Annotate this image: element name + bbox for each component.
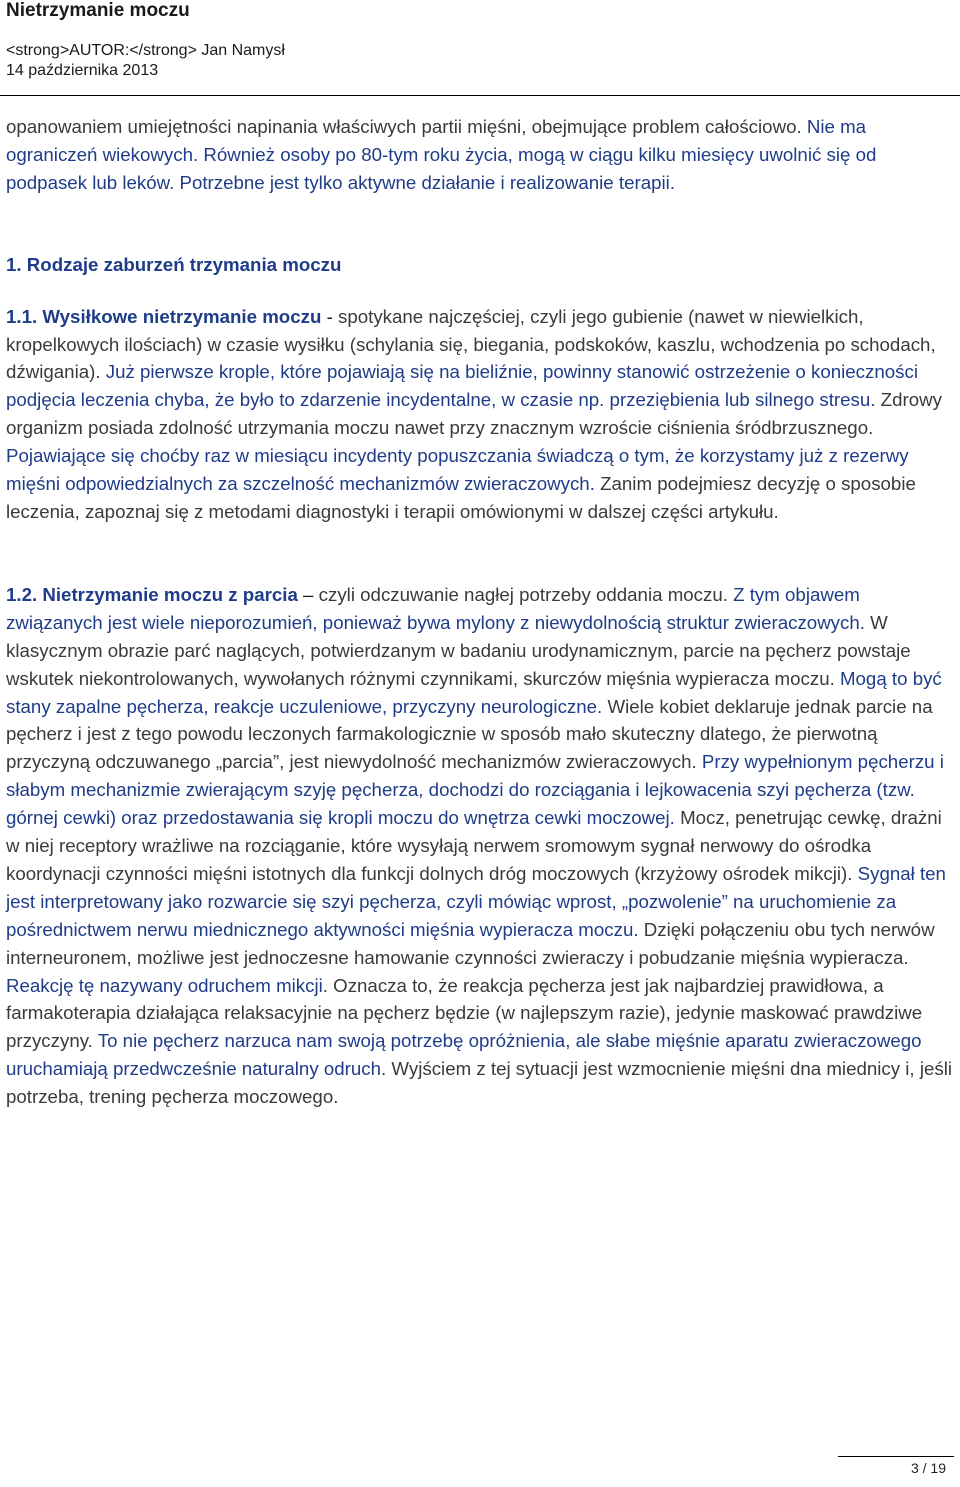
intro-text-2: Nie ma ograniczeń wiekowych. Również osoby po 80-tym roku życia, mogą w ciągu kilku miesięcy uwolnić się od podpasek lub leków. Potrzebne jest tylko aktywne działanie i realizowanie terapii. — [6, 116, 877, 193]
text: Pojawiające się choćby raz w miesiącu incydenty popuszczania świadczą o tym, że korzystamy już z rezerwy mięśni odpowiedzialnych za szczelność mechanizmów zwieraczowych. — [6, 445, 909, 495]
page-number: 3 / 19 — [910, 1460, 946, 1476]
paragraph-wysilkowe — [6, 303, 956, 526]
document-title: Nietrzymanie moczu — [6, 0, 190, 21]
text: Sygnał ten jest interpretowany jako rozwarcie się szyi pęcherza, czyli mówiąc wprost, „pozwolenie” na uruchomienie za pośrednictwem nerwu miednicznego aktywności mięśnia wypieracza moczu. — [6, 862, 946, 940]
intro-paragraph — [6, 113, 956, 197]
text: To nie pęcherz narzuca nam swoją potrzebę opróżnienia, ale słabe mięśnie aparatu zwieraczowego uruchamiają przedwcześnie naturalny odruch. — [6, 1030, 922, 1080]
text: spotykane najczęściej, czyli jego gubienie (nawet w niewielkich, kropelkowych ilościach) w czasie wysiłku (schylania się, biegania, podskoków, kaszlu, wchodzenia po schodach, dźwigania). — [6, 305, 936, 383]
text: Reakcję tę nazywany odruchem mikcji. — [6, 974, 328, 996]
section-heading: 1. Rodzaje zaburzeń trzymania moczu — [6, 253, 342, 275]
text: Mocz, penetrując cewkę, drażni w niej receptory wrażliwe na rozciąganie, które wysyłają nerwem sromowym sygnał nerwowy do ośrodka koordynacji czynności mięśni istotnych dla funkcji dolnych dróg moczowych (krzyżowy ośrodek mikcji). — [6, 807, 942, 884]
author-line: <strong>AUTOR:</strong> Jan Namysł — [6, 42, 285, 59]
text: Z tym objawem związanych jest wiele nieporozumień, ponieważ bywa mylony z niewydolnością struktur zwieraczowych. — [6, 583, 865, 633]
text: Już pierwsze krople, które pojawiają się na bieliźnie, powinny stanowić ostrzeżenie o konieczności podjęcia leczenia chyba, że było to zdarzenie incydentalne, w czasie np. przeziębienia lub silnego stresu. — [6, 361, 918, 411]
text: Mogą to być stany zapalne pęcherza, reakcje uczuleniowe, przyczyny neurologiczne. — [6, 667, 942, 717]
text: Wyjściem z tej sytuacji jest wzmocnienie mięśni dna miednicy i, jeśli potrzeba, trening pęcherza moczowego. — [6, 1058, 953, 1108]
text: czyli odczuwanie nagłej potrzeby oddania moczu. — [318, 583, 728, 605]
separator: – — [297, 583, 319, 605]
text: Wiele kobiet deklaruje jednak parcie na pęcherz i jest z tego powodu leczonych farmakologicznie w sposób mało skuteczny dlatego, że pierwotną przyczyną odczuwanego „parcia”, jest niewydolność mechanizmów zwieraczowych. — [6, 695, 933, 773]
text: Oznacza to, że reakcja pęcherza jest jak najbardziej prawidłowa, a farmakoterapia działająca relaksacyjnie na pęcherz będzie (w najlepszym razie), jedynie maskować prawdziwe przyczyny. — [6, 974, 923, 1052]
text: Dzięki połączeniu obu tych nerwów interneuronem, możliwe jest jednoczesne hamowanie czynności zwieraczy i pobudzanie mięśnia wypieracza. — [6, 918, 935, 968]
footer-divider — [838, 1456, 954, 1457]
intro-text-1: opanowaniem umiejętności napinania właściwych partii mięśni, obejmujące problem całościowo. — [6, 116, 802, 137]
header-divider — [0, 95, 960, 96]
subheading-wysilkowe: 1.1. Wysiłkowe nietrzymanie moczu — [6, 305, 322, 327]
text: Zdrowy organizm posiada zdolność utrzymania moczu nawet przy znacznym wzroście ciśnienia śródbrzusznego. — [6, 389, 942, 439]
article-body — [6, 113, 956, 1111]
paragraph-parcia — [6, 581, 956, 1111]
subheading-parcia: 1.2. Nietrzymanie moczu z parcia — [6, 583, 298, 605]
text: W klasycznym obrazie parć naglących, potwierdzanym w badaniu urodynamicznym, parcie na pęcherz powstaje wskutek niekontrolowanych, wywołanych różnymi czynnikami, skurczów mięśnia wypieracza moczu. — [6, 611, 911, 689]
publish-date: 14 października 2013 — [6, 62, 159, 79]
document-header — [6, 0, 954, 81]
text: Zanim podejmiesz decyzję o sposobie leczenia, zapoznaj się z metodami diagnostyki i terapii omówionymi w dalszej części artykułu. — [6, 473, 916, 522]
text: Przy wypełnionym pęcherzu i słabym mechanizmie zwierającym szyję pęcherza, dochodzi do rozciągania i lejkowacenia szyi pęcherza (tzw. górnej cewki) oraz przedostawania się kropli moczu do wnętrza cewki moczowej. — [6, 751, 944, 829]
separator: - — [321, 305, 338, 327]
